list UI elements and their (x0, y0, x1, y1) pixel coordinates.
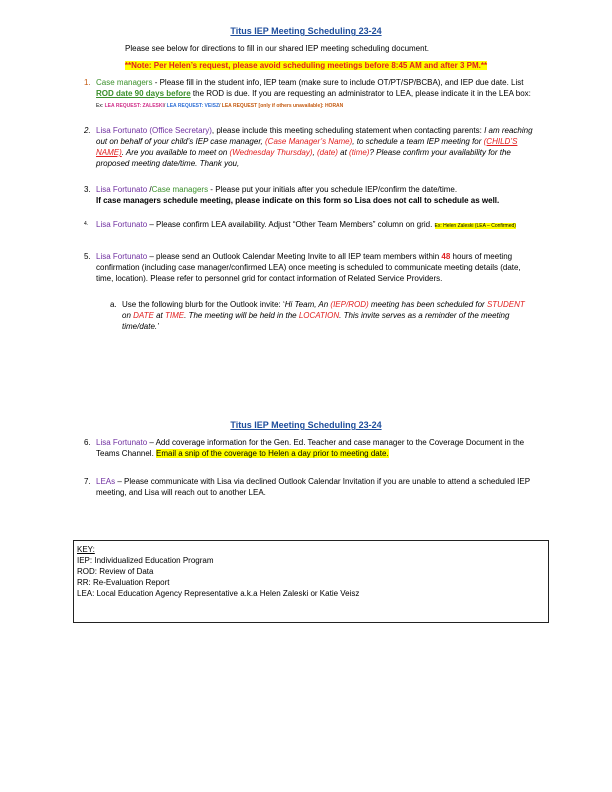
step-7-text: – Please communicate with Lisa via declined Outlook Calendar Invitation if you are unable to attend a scheduled IEP meeting, and Lisa will reach out to another LEA. (96, 477, 530, 497)
blurb-c: on (122, 311, 134, 320)
blurb-a: Hi Team, An (284, 300, 331, 309)
step-5a (110, 299, 534, 332)
blurb-iep-rod: (IEP/ROD) (330, 300, 369, 309)
lea-request-horan: LEA REQUEST [only if others unavailable]: HORAN (221, 103, 344, 109)
blurb-d: at (153, 311, 165, 320)
step-2-number: 2. (84, 126, 91, 135)
blurb-f: . This invite serves as a reminder of the meeting time/date.’ (122, 311, 510, 331)
step-6-text: – Add coverage information for the Gen. Ed. Teacher and case manager to the Coverage Document in the Teams Channel. (96, 438, 525, 458)
case-manager-placeholder: (Case Manager’s Name) (265, 137, 353, 146)
step-7 (84, 476, 534, 498)
step-5a-text: Use the following blurb for the Outlook invite: ‘ (122, 300, 285, 309)
step-5-number: 5. (84, 252, 91, 261)
page-title-2: Titus IEP Meeting Scheduling 23-24 (230, 420, 382, 430)
step-4-who: Lisa Fortunato (96, 220, 148, 229)
key-line-rod: ROD: Review of Data (77, 567, 154, 576)
blurb-b: meeting has been scheduled for (368, 300, 487, 309)
key-line-rr: RR: Re-Evaluation Report (77, 578, 170, 587)
blurb-location: LOCATION (298, 311, 340, 320)
key-line-iep: IEP: Individualized Education Program (77, 556, 214, 565)
step-2-who: Lisa Fortunato (Office Secretary) (96, 126, 212, 135)
key-line-lea: LEA: Local Education Agency Representative a.k.a Helen Zaleski or Katie Veisz (77, 589, 360, 598)
step-5 (84, 251, 534, 331)
hours-48: 48 (441, 252, 451, 261)
statement-a: I am reaching out on behalf of your child’s IEP case manager, (96, 126, 533, 146)
step-5-text-a: – please send an Outlook Calendar Meeting Invite to all IEP team members within (147, 252, 442, 261)
blurb-e: . The meeting will be held in the (184, 311, 299, 320)
statement-f: ? Please confirm your availability for the proposed meeting date/time. Thank you, (96, 148, 511, 168)
lea-request-zaleski: LEA REQUEST: ZALESKI (104, 103, 164, 109)
step-4-example: Ex: Helen Zaleski (LEA – Confirmed) (434, 223, 516, 229)
statement-e: at (337, 148, 350, 157)
step-2-text: , please include this meeting scheduling statement when contacting parents: (211, 126, 485, 135)
child-name-placeholder: (CHILD’S NAME) (96, 137, 518, 157)
blurb-date: DATE (133, 311, 154, 320)
step-4-text: – Please confirm LEA availability. Adjust “Other Team Members” column on grid. (147, 220, 435, 229)
key-heading: KEY: (77, 545, 95, 554)
step-3-text: - Please put your initials after you schedule IEP/confirm the date/time. (208, 185, 458, 194)
step-3-who-cm: Case managers (151, 185, 209, 194)
time-note (0, 60, 612, 71)
date-placeholder: (date) (317, 148, 338, 157)
statement-d: , (312, 148, 317, 157)
time-placeholder: (time) (349, 148, 370, 157)
blurb-student: STUDENT (486, 300, 525, 309)
step-4 (84, 219, 534, 230)
step-4-number: 4. (84, 221, 89, 227)
time-note-text: **Note: Per Helen’s request, please avoid scheduling meetings before 8:45 AM and after 3 PM.** (124, 61, 488, 70)
key-box (73, 540, 549, 623)
blurb-time: TIME (165, 311, 185, 320)
step-3 (84, 184, 534, 206)
step-1-text-b: the ROD is due. If you are requesting an administrator to LEA, please indicate it in the LEA box: (190, 89, 531, 98)
step-5-text-b: hours of meeting confirmation (including case manager/confirmed LEA) once meeting is scheduled to communicate meeting details (date, time, location). Please refer to personnel grid for contact information of Related Service Providers. (96, 252, 521, 283)
step-3-sep: / (147, 185, 152, 194)
step-2 (84, 125, 534, 169)
rod-date-phrase: ROD date 90 days before (96, 89, 191, 98)
step-6-highlight: Email a snip of the coverage to Helen a day prior to meeting date. (156, 449, 389, 458)
lea-request-veisz: LEA REQUEST: VEISZ (166, 103, 219, 109)
step-3-who-lisa: Lisa Fortunato (96, 185, 148, 194)
step-5-who: Lisa Fortunato (96, 252, 148, 261)
page-title: Titus IEP Meeting Scheduling 23-24 (230, 26, 382, 36)
step-3-number: 3. (84, 185, 91, 194)
step-7-number: 7. (84, 477, 91, 486)
intro-text: Please see below for directions to fill in our shared IEP meeting scheduling document. (125, 44, 430, 53)
step-6-number: 6. (84, 438, 91, 447)
step-1-who: Case managers (96, 78, 153, 87)
step-6-who: Lisa Fortunato (96, 438, 148, 447)
step-3-bold-text: If case managers schedule meeting, please indicate on this form so Lisa does not call to schedule as well. (96, 196, 500, 205)
day-placeholder: (Wednesday Thursday) (229, 148, 313, 157)
statement-c: . Are you available to meet on (121, 148, 230, 157)
step-1: 1. Case managers - Please fill in the student info, IEP team (make sure to include OT/PT/SP/BCBA), and IEP due date. List ROD date 90 days before the ROD is due. If you are requesting an administrator to LEA, please indicate it in the LEA box: Ex: LEA REQUEST: ZALESKI/ LEA REQUEST: VEISZ/ LEA REQUEST [only if others unavailable]: HORAN (84, 78, 531, 109)
step-7-who: LEAs (96, 477, 116, 486)
statement-b: , to schedule a team IEP meeting for (352, 137, 484, 146)
step-1-number: 1. (84, 78, 91, 87)
step-1-ex-label: Ex: (96, 103, 105, 109)
step-6 (84, 437, 534, 459)
step-1-text-a: - Please fill in the student info, IEP team (make sure to include OT/PT/SP/BCBA), and IEP due date. List (152, 78, 524, 87)
step-5a-label: a. (110, 300, 117, 309)
